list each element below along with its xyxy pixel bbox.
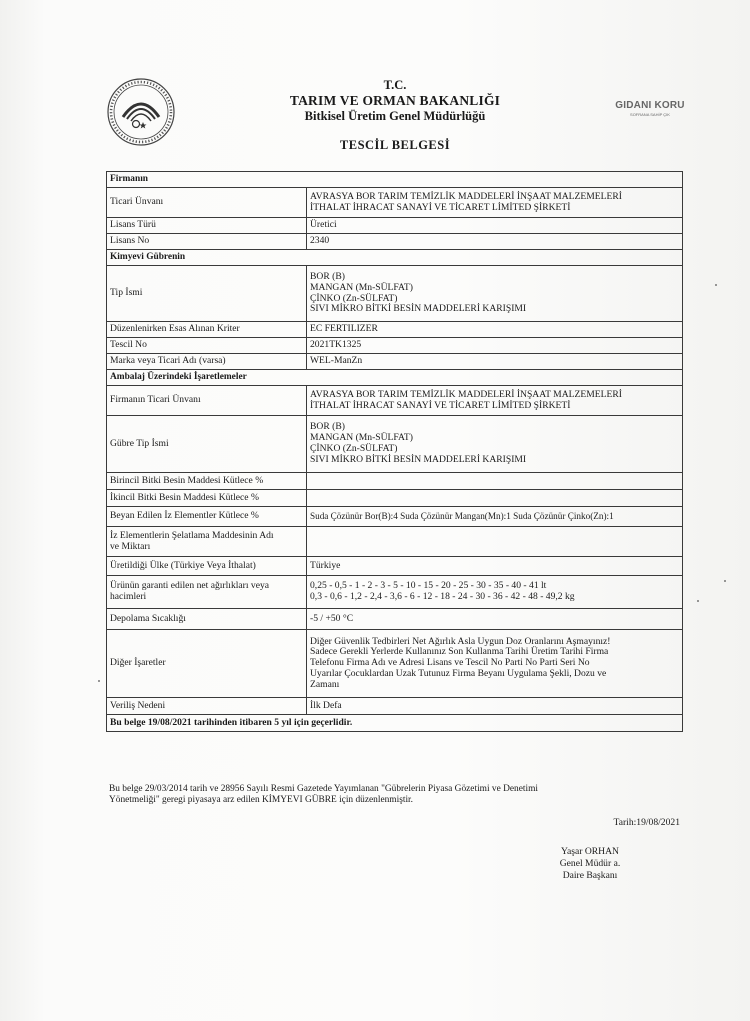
ikincil-value [307,490,683,507]
section-row [107,250,683,266]
value-line: SIVI MİKRO BİTKİ BESİN MADDELERİ KARIŞIMI [310,453,527,465]
validity-row [107,715,683,732]
table-row [107,386,683,416]
selatlama-label [107,527,307,557]
value-line: Sadece Gerekli Yerlerde Kullanınız Son Kullanma Tarihi Üretim Tarihi Firma [310,646,609,658]
value-line: Telefonu Firma Adı ve Adresi Lisans ve Tescil No Parti No Parti Seri No [310,657,590,669]
birincil-value [307,473,683,490]
validity-text: Bu belge 19/08/2021 tarihinden itibaren 5 yıl için geçerlidir. [107,715,683,732]
iz-element-value: Suda Çözünür Bor(B):4 Suda Çözünür Mangan(Mn):1 Suda Çözünür Çinko(Zn):1 [307,507,683,527]
section-row [107,172,683,188]
label-line: İz Elementlerin Şelatlama Maddesinin Adı [110,529,274,541]
ulke-value: Türkiye [307,557,683,576]
value-line: İTHALAT İHRACAT SANAYİ VE TİCARET LİMİTED ŞİRKETİ [310,399,571,411]
signature-block [520,846,660,882]
department-name: Bitkisel Üretim Genel Müdürlüğü [304,109,486,123]
selatlama-value [307,527,683,557]
ministry-seal-icon [106,77,176,147]
table-row [107,188,683,218]
document-title: TESCİL BELGESİ [339,138,451,152]
marka-value: WEL-ManZn [307,354,683,370]
lisans-turu-value: Üretici [307,218,683,234]
label-line: ve Miktarı [110,540,151,552]
scan-speck [724,580,726,582]
row-label: Marka veya Ticari Adı (varsa) [107,354,307,370]
value-line: MANGAN (Mn-SÜLFAT) [310,281,413,293]
value-line: ÇİNKO (Zn-SÜLFAT) [310,443,398,454]
value-line: SIVI MİKRO BİTKİ BESİN MADDELERİ KARIŞIMI [310,303,527,315]
row-label: Lisans Türü [107,218,307,234]
lisans-no-value: 2340 [307,234,683,250]
header-tc: T.C. [383,78,407,92]
value-line: AVRASYA BOR TARIM TEMİZLİK MADDELERİ İNŞAAT MALZEMELERİ [310,388,622,400]
row-label: Düzenlenirken Esas Alınan Kriter [107,322,307,338]
value-line: 0,3 - 0,6 - 1,2 - 2,4 - 3,6 - 6 - 12 - 18 - 24 - 30 - 36 - 42 - 48 - 49,2 kg [310,591,575,602]
table-row [107,416,683,473]
table-row [107,338,683,354]
verilis-value: İlk Defa [307,698,683,715]
value-line: Uyarılar Çocuklardan Uzak Tutunuz Firma Beyanı Uygulama Şekli, Dozu ve [310,667,607,679]
row-label: Birincil Bitki Besin Maddesi Kütlece % [107,473,307,490]
regulation-note [109,784,684,806]
scan-speck [98,680,100,682]
value-line: BOR (B) [310,421,345,433]
ticari-unvan-value [307,188,683,218]
row-label: Tescil No [107,338,307,354]
signer-name: Yaşar ORHAN [561,846,619,857]
row-label: İkincil Bitki Besin Maddesi Kütlece % [107,490,307,507]
row-label: Depolama Sıcaklığı [107,609,307,630]
tescil-no-value: 2021TK1325 [307,338,683,354]
signer-title: Genel Müdür a. [559,858,621,869]
table-row [107,218,683,234]
document-header [250,78,540,124]
row-label: Beyan Edilen İz Elementler Kütlece % [107,507,307,527]
table-row [107,354,683,370]
scan-speck [715,284,717,286]
table-row [107,576,683,609]
row-label: Tip İsmi [107,266,307,322]
registration-table [106,171,683,732]
table-row [107,234,683,250]
row-label: Veriliş Nedeni [107,698,307,715]
section-ambalaj: Ambalaj Üzerindeki İşaretlemeler [107,370,683,386]
tip-ismi-value [307,266,683,322]
table-row [107,473,683,490]
table-row [107,609,683,630]
agirlik-value [307,576,683,609]
gubre-tip-value [307,416,683,473]
table-row [107,490,683,507]
table-row [107,698,683,715]
table-row [107,507,683,527]
row-label: Lisans No [107,234,307,250]
section-kimyevi: Kimyevi Gübrenin [107,250,683,266]
value-line: Diğer Güvenlik Tedbirleri Net Ağırlık Asla Uygun Doz Oranlarını Aşmayınız! [310,635,611,647]
row-label: Üretildiği Ülke (Türkiye Veya İthalat) [107,557,307,576]
depolama-value: -5 / +50 °C [307,609,683,630]
note-line: Yönetmeliği" geregi piyasaya arz edilen KİMYEVI GÜBRE için düzenlenmiştir. [109,795,414,805]
logo-main-text: GIDANI KORU [615,100,685,111]
agirlik-label [107,576,307,609]
note-line: Bu belge 29/03/2014 tarih ve 28956 Sayılı Resmi Gazetede Yayımlanan "Gübrelerin Piyasa Gözetimi ve Denetimi [109,784,538,794]
value-line: MANGAN (Mn-SÜLFAT) [310,432,413,444]
row-label: Diğer İşaretler [107,630,307,698]
document-date: Tarih:19/08/2021 [613,817,680,828]
table-row [107,527,683,557]
logo-sub-text: SOFRANA SAHİP ÇIK [630,112,670,117]
kriter-value: EC FERTILIZER [307,322,683,338]
scan-speck [697,600,699,602]
signer-title: Daire Başkanı [562,870,618,881]
label-line: Ürünün garanti edilen net ağırlıkları veya [110,580,270,592]
diger-value [307,630,683,698]
row-label: Ticari Ünvanı [107,188,307,218]
section-row [107,370,683,386]
value-line: ÇİNKO (Zn-SÜLFAT) [310,292,398,304]
row-label: Firmanın Ticari Ünvanı [107,386,307,416]
table-row [107,266,683,322]
value-line: AVRASYA BOR TARIM TEMİZLİK MADDELERİ İNŞAAT MALZEMELERİ [310,190,622,202]
table-row [107,557,683,576]
section-firma: Firmanın [107,172,683,188]
value-line: İTHALAT İHRACAT SANAYİ VE TİCARET LİMİTED ŞİRKETİ [310,201,571,213]
gidani-koru-logo [610,100,690,117]
row-label: Gübre Tip İsmi [107,416,307,473]
label-line: hacimleri [110,591,147,602]
table-row [107,630,683,698]
table-row [107,322,683,338]
value-line: Zamanı [310,678,340,690]
value-line: 0,25 - 0,5 - 1 - 2 - 3 - 5 - 10 - 15 - 20 - 25 - 30 - 35 - 40 - 41 lt [310,580,547,592]
value-line: BOR (B) [310,270,345,282]
firma-unvan-value [307,386,683,416]
ministry-name: TARIM VE ORMAN BAKANLIĞI [289,93,501,108]
